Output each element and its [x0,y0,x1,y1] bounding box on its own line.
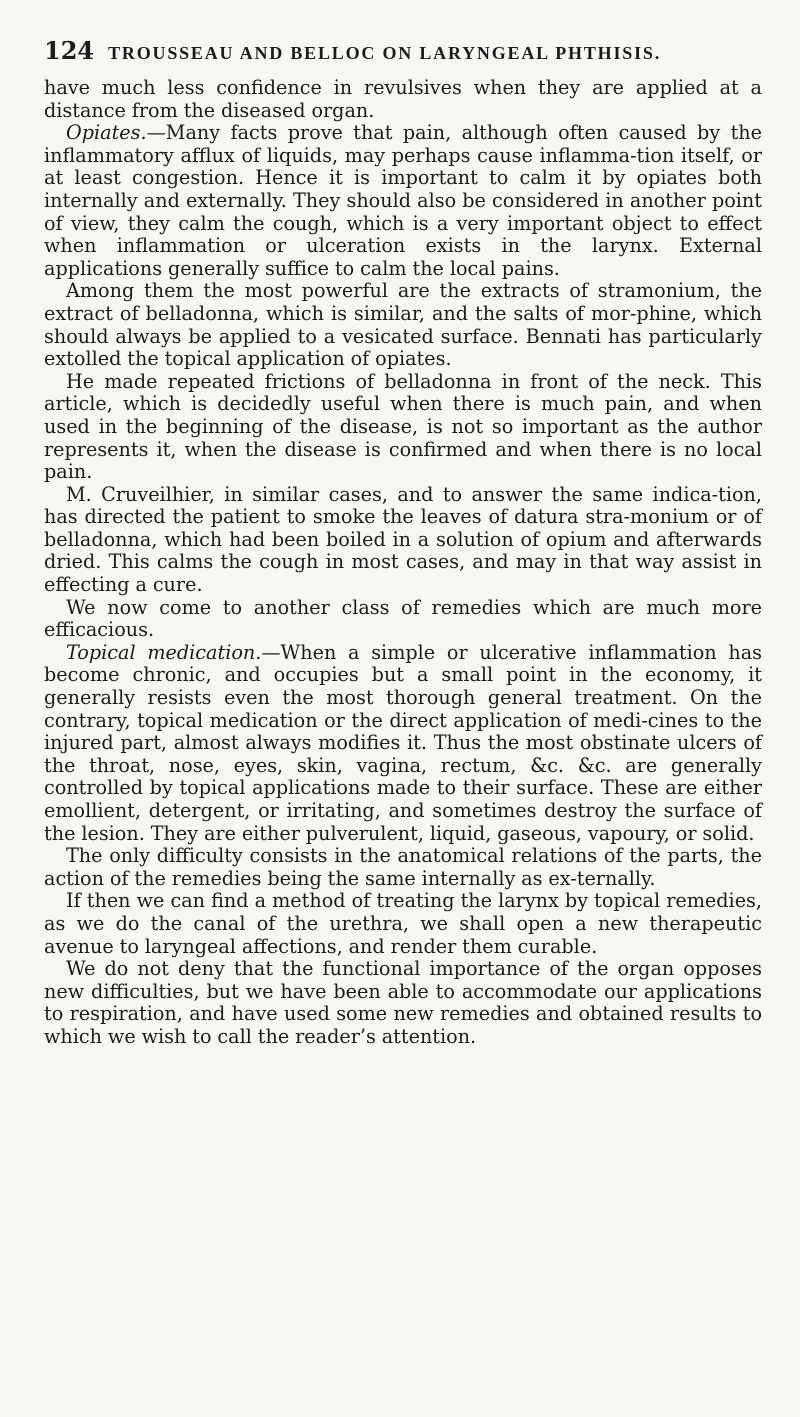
paragraph-text: We now come to another class of remedies which are much more efficacious. [44,595,762,642]
running-title: TROUSSEAU AND BELLOC ON LARYNGEAL PHTHISIS. [108,43,661,63]
paragraph-text: —When a simple or ulcerative inflammation has become chronic, and occupies but a small point in the economy, it generally resists even the most thorough general treatment. On the contrary, topical medication or the direct application of medi-cines to the injured part, almost always modifies it. Thus the most obstinate ulcers of the throat, nose, eyes, skin, vagina, rectum, &c. &c. are generally controlled by topical applications made to their surface. These are either emollient, detergent, or irritating, and sometimes destroy the surface of the lesion. They are either pulverulent, liquid, gaseous, vapoury, or solid. [44,640,762,845]
paragraph-opiates [44,122,762,280]
paragraph-text: If then we can find a method of treating the larynx by topical remedies, as we do the canal of the urethra, we shall open a new therapeutic avenue to laryngeal affections, and render them curable. [44,889,762,958]
paragraph-text: have much less confidence in revulsives when they are applied at a distance from the diseased organ. [44,76,762,122]
paragraph-text: Among them the most powerful are the extracts of stramonium, the extract of belladonna, which is similar, and the salts of mor-phine, which should always be applied to a vesicated surface. Bennati has particularly extolled the topical application of opiates. [44,279,762,371]
body-text [44,77,762,1049]
page-number: 124 [44,36,95,65]
paragraph-another-class [44,597,762,642]
paragraph-text: He made repeated frictions of belladonna in front of the neck. This article, which is decidedly useful when there is much pain, and when used in the beginning of the disease, is not so important as the author represents it, when the disease is confirmed and when there is no local pain. [44,369,762,484]
paragraph-topical-medication [44,642,762,845]
paragraph-only-difficulty [44,845,762,890]
running-header [44,36,762,65]
paragraph-continuation [44,77,762,122]
section-lead-opiates: Opiates. [66,121,147,145]
paragraph-text: —Many facts prove that pain, although often caused by the inflammatory afflux of liquids, may perhaps cause inflamma-tion itself, or at least congestion. Hence it is important to calm it by opiates both internally and externally. They should also be considered in another point of view, they calm the cough, which is a very important object to effect when inflammation or ulceration exists in the larynx. External applications generally suffice to calm the local pains. [44,121,762,280]
paragraph-text: We do not deny that the functional importance of the organ opposes new difficulties, but we have been able to accommodate our applications to respiration, and have used some new remedies and obtained results to which we wish to call the reader’s attention. [44,957,762,1048]
paragraph-cruveilhier [44,484,762,597]
paragraph-text: The only difficulty consists in the anatomical relations of the parts, the action of the remedies being the same internally as ex-ternally. [44,844,762,890]
paragraph-treating-larynx [44,890,762,958]
paragraph-belladonna-frictions [44,371,762,484]
paragraph-stramonium [44,280,762,370]
paragraph-functional-importance [44,958,762,1048]
section-lead-topical-medication: Topical medication. [66,640,262,664]
paragraph-text: M. Cruveilhier, in similar cases, and to answer the same indica-tion, has directed the patient to smoke the leaves of datura stra-monium or of belladonna, which had been boiled in a solution of opium and afterwards dried. This calms the cough in most cases, and may in that way assist in effecting a cure. [44,482,762,597]
